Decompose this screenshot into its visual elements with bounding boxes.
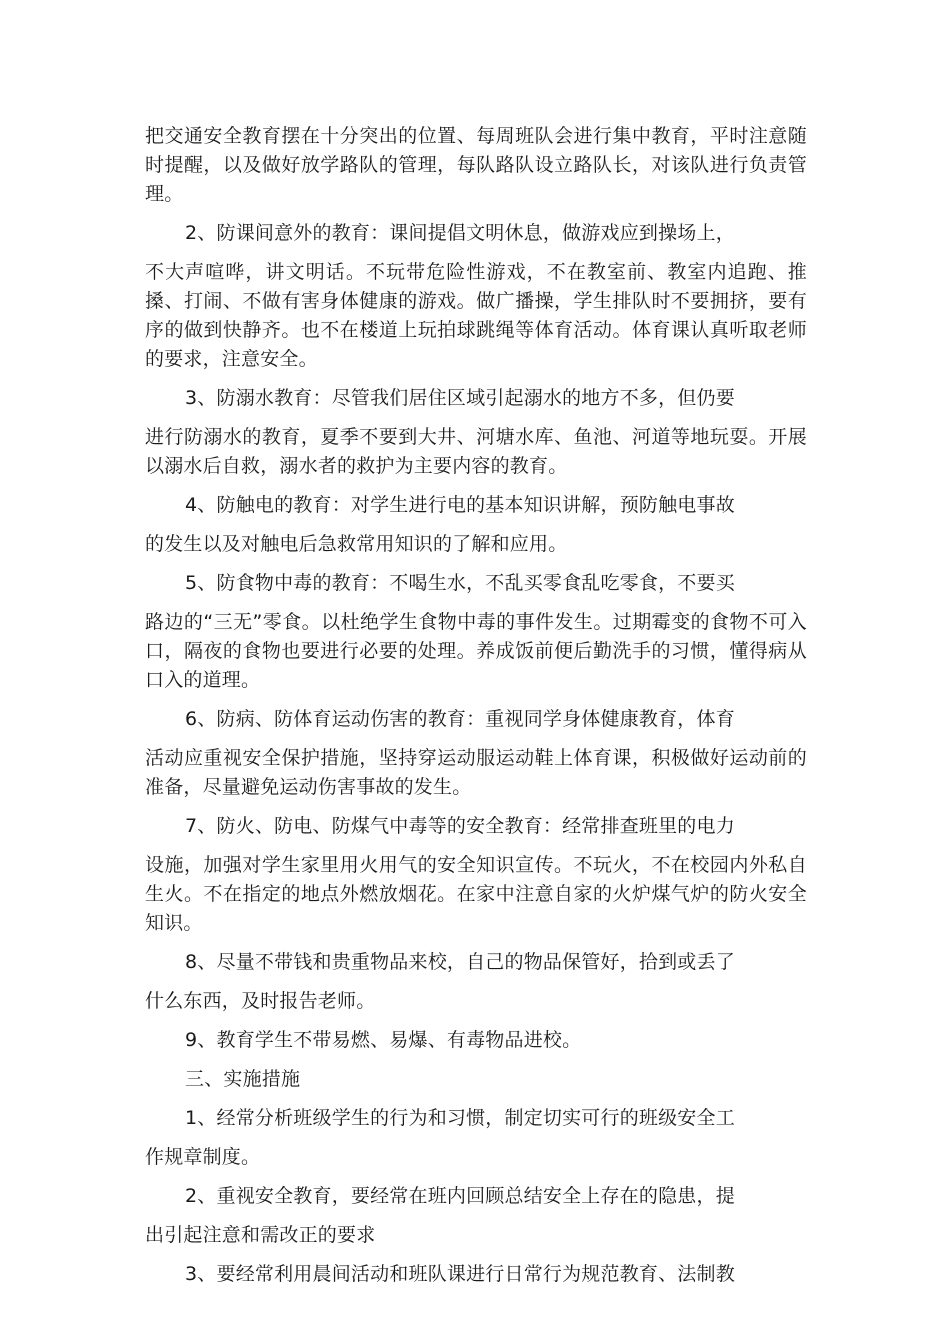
paragraph-item-5-body: 路边的“三无”零食。以杜绝学生食物中毒的事件发生。过期霉变的食物不可入口，隔夜的食物也要进行必要的处理。养成饭前便后勤洗手的习惯，懂得病从口入的道理。 bbox=[145, 611, 807, 691]
paragraph-item-7-lead: 7、防火、防电、防煤气中毒等的安全教育：经常排查班里的电力 bbox=[185, 815, 735, 837]
paragraph-item-9: 9、教育学生不带易燃、易爆、有毒物品进校。 bbox=[185, 1029, 582, 1051]
paragraph-item-2-lead: 2、防课间意外的教育：课间提倡文明休息，做游戏应到操场上， bbox=[185, 222, 735, 244]
paragraph-measure-1-lead: 1、经常分析班级学生的行为和习惯，制定切实可行的班级安全工 bbox=[185, 1107, 735, 1129]
paragraph-item-4-lead: 4、防触电的教育：对学生进行电的基本知识讲解，预防触电事故 bbox=[185, 494, 735, 516]
paragraph-item-3-body: 进行防溺水的教育，夏季不要到大井、河塘水库、鱼池、河道等地玩耍。开展以溺水后自救，溺水者的救护为主要内容的教育。 bbox=[145, 426, 807, 477]
section-heading-implementation: 三、实施措施 bbox=[185, 1068, 301, 1090]
paragraph-item-2-body: 不大声喧哗，讲文明话。不玩带危险性游戏，不在教室前、教室内追跑、推搡、打闹、不做有害身体健康的游戏。做广播操，学生排队时不要拥挤，要有序的做到快静齐。也不在楼道上玩拍球跳绳等体育活动。体育课认真听取老师的要求，注意安全。 bbox=[145, 261, 807, 370]
paragraph-item-6-lead: 6、防病、防体育运动伤害的教育：重视同学身体健康教育，体育 bbox=[185, 708, 735, 730]
paragraph-item-8-body: 什么东西，及时报告老师。 bbox=[145, 990, 376, 1012]
paragraph-item-7-body: 设施，加强对学生家里用火用气的安全知识宣传。不玩火，不在校园内外私自生火。不在指定的地点外燃放烟花。在家中注意自家的火炉煤气炉的防火安全知识。 bbox=[145, 854, 807, 934]
paragraph-item-4-body: 的发生以及对触电后急救常用知识的了解和应用。 bbox=[145, 533, 568, 555]
paragraph-item-3-lead: 3、防溺水教育：尽管我们居住区域引起溺水的地方不多，但仍要 bbox=[185, 387, 735, 409]
paragraph-item-8-lead: 8、尽量不带钱和贵重物品来校，自己的物品保管好，拾到或丢了 bbox=[185, 951, 735, 973]
paragraph-item-6-body: 活动应重视安全保护措施，坚持穿运动服运动鞋上体育课，积极做好运动前的准备，尽量避免运动伤害事故的发生。 bbox=[145, 747, 807, 798]
paragraph-measure-3-lead: 3、要经常利用晨间活动和班队课进行日常行为规范教育、法制教 bbox=[185, 1263, 735, 1285]
paragraph-measure-2-lead: 2、重视安全教育，要经常在班内回顾总结安全上存在的隐患，提 bbox=[185, 1185, 735, 1207]
paragraph-item-5-lead: 5、防食物中毒的教育：不喝生水，不乱买零食乱吃零食，不要买 bbox=[185, 572, 735, 594]
paragraph-traffic-safety: 把交通安全教育摆在十分突出的位置、每周班队会进行集中教育，平时注意随时提醒，以及做好放学路队的管理，每队路队设立路队长，对该队进行负责管理。 bbox=[145, 125, 807, 205]
paragraph-measure-1-body: 作规章制度。 bbox=[145, 1146, 261, 1168]
document-page bbox=[145, 122, 807, 1289]
paragraph-measure-2-body: 出引起注意和需改正的要求 bbox=[145, 1224, 376, 1246]
